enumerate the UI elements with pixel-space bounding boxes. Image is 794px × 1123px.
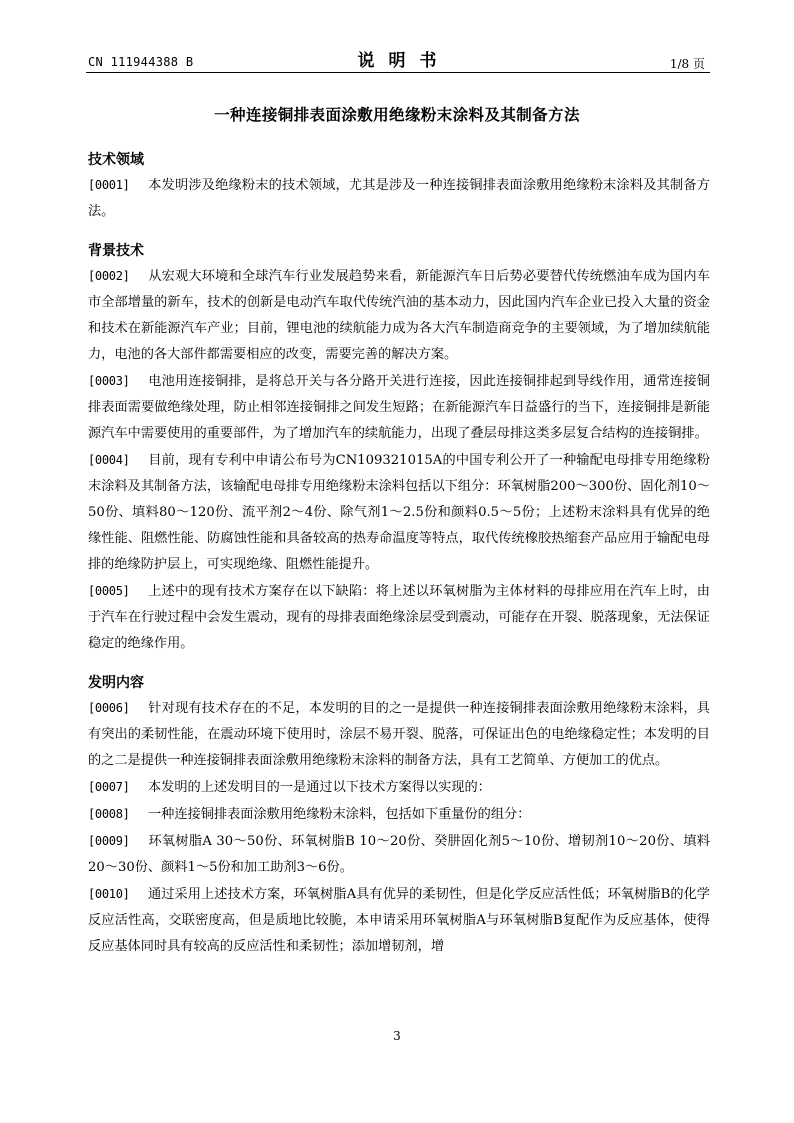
paragraph-text: 环氧树脂A 30～50份、环氧树脂B 10～20份、癸肼固化剂5～10份、增韧剂10～20份、填料20～30份、颜料1～5份和加工助剂3～6份。 xyxy=(88,834,710,875)
paragraph xyxy=(88,368,710,447)
paragraph-number: [0005] xyxy=(88,584,130,598)
paragraph xyxy=(88,578,710,657)
page-header xyxy=(0,0,794,80)
paragraph-number: [0003] xyxy=(88,374,130,388)
section-heading-background: 背景技术 xyxy=(88,243,144,259)
section-heading-invention-content: 发明内容 xyxy=(88,675,144,691)
paragraph-number: [0004] xyxy=(88,453,130,467)
paragraph-text: 一种连接铜排表面涂敷用绝缘粉末涂料，包括如下重量份的组分： xyxy=(148,807,531,822)
description-heading: 说明书 xyxy=(357,51,451,71)
paragraph-number: [0008] xyxy=(88,807,130,821)
paragraph-number: [0006] xyxy=(88,701,130,715)
paragraph-text: 通过采用上述技术方案，环氧树脂A具有优异的柔韧性，但是化学反应活性低；环氧树脂B的化学反应活性高，交联密度高，但是质地比较脆，本申请采用环氧树脂A与环氧树脂B复配作为反应基体，使得反应基体同时具有较高的反应活性和柔韧性；添加增韧剂，增 xyxy=(88,887,710,954)
paragraph-text: 电池用连接铜排，是将总开关与各分路开关进行连接，因此连接铜排起到导线作用，通常连接铜排表面需要做绝缘处理，防止相邻连接铜排之间发生短路；在新能源汽车日益盛行的当下，连接铜排是新能源汽车中需要使用的重要部件，为了增加汽车的续航能力，出现了叠层母排这类多层复合结构的连接铜排。 xyxy=(88,374,710,441)
paragraph-number: [0010] xyxy=(88,887,130,901)
paragraph-text: 目前，现有专利中申请公布号为CN109321015A的中国专利公开了一种输配电母排专用绝缘粉末涂料及其制备方法，该输配电母排专用绝缘粉末涂料包括以下组分：环氧树脂200～300份、固化剂10～50份、填料80～120份、流平剂2～4份、除气剂1～2.5份和颜料0.5～5份；上述粉末涂料具有优异的绝缘性能、阻燃性能、防腐蚀性能和具备较高的热寿命温度等特点，取代传统橡胶热缩套产品应用于输配电母排的绝缘防护层上，可实现绝缘、阻燃性能提升。 xyxy=(88,453,710,572)
paragraph-number: [0002] xyxy=(88,269,130,283)
section-heading-technical-field: 技术领域 xyxy=(88,152,144,168)
paragraph-text: 针对现有技术存在的不足，本发明的目的之一是提供一种连接铜排表面涂敷用绝缘粉末涂料，具有突出的柔韧性能，在震动环境下使用时，涂层不易开裂、脱落，可保证出色的电绝缘稳定性；本发明的目的之二是提供一种连接铜排表面涂敷用绝缘粉末涂料的制备方法，具有工艺简单、方便加工的优点。 xyxy=(88,701,710,768)
paragraph-text: 从宏观大环境和全球汽车行业发展趋势来看，新能源汽车日后势必要替代传统燃油车成为国内车市全部增量的新车，技术的创新是电动汽车取代传统汽油的基本动力，因此国内汽车企业已投入大量的资金和技术在新能源汽车产业；目前，锂电池的续航能力成为各大汽车制造商竞争的主要领域，为了增加续航能力，电池的各大部件都需要相应的改变，需要完善的解决方案。 xyxy=(88,269,710,362)
patent-number: CN 111944388 B xyxy=(88,55,194,69)
paragraph xyxy=(88,695,710,774)
paragraph xyxy=(88,263,710,368)
paragraph xyxy=(88,828,710,881)
paragraph xyxy=(88,447,710,578)
header-divider xyxy=(86,72,710,73)
paragraph xyxy=(88,774,710,801)
paragraph-text: 本发明涉及绝缘粉末的技术领域，尤其是涉及一种连接铜排表面涂敷用绝缘粉末涂料及其制备方法。 xyxy=(88,178,710,219)
paragraph-number: [0007] xyxy=(88,780,130,794)
paragraph xyxy=(88,881,710,960)
paragraph-text: 上述中的现有技术方案存在以下缺陷：将上述以环氧树脂为主体材料的母排应用在汽车上时，由于汽车在行驶过程中会发生震动，现有的母排表面绝缘涂层受到震动，可能存在开裂、脱落现象，无法保证稳定的绝缘作用。 xyxy=(88,584,710,651)
page-number: 3 xyxy=(393,1029,401,1043)
paragraph xyxy=(88,172,710,225)
paragraph-text: 本发明的上述发明目的一是通过以下技术方案得以实现的： xyxy=(148,780,491,795)
paragraph-number: [0009] xyxy=(88,834,130,848)
paragraph xyxy=(88,801,710,828)
document-title: 一种连接铜排表面涂敷用绝缘粉末涂料及其制备方法 xyxy=(214,106,580,124)
page-count: 1/8 页 xyxy=(669,57,705,71)
paragraph-number: [0001] xyxy=(88,178,130,192)
document-body xyxy=(88,148,710,960)
